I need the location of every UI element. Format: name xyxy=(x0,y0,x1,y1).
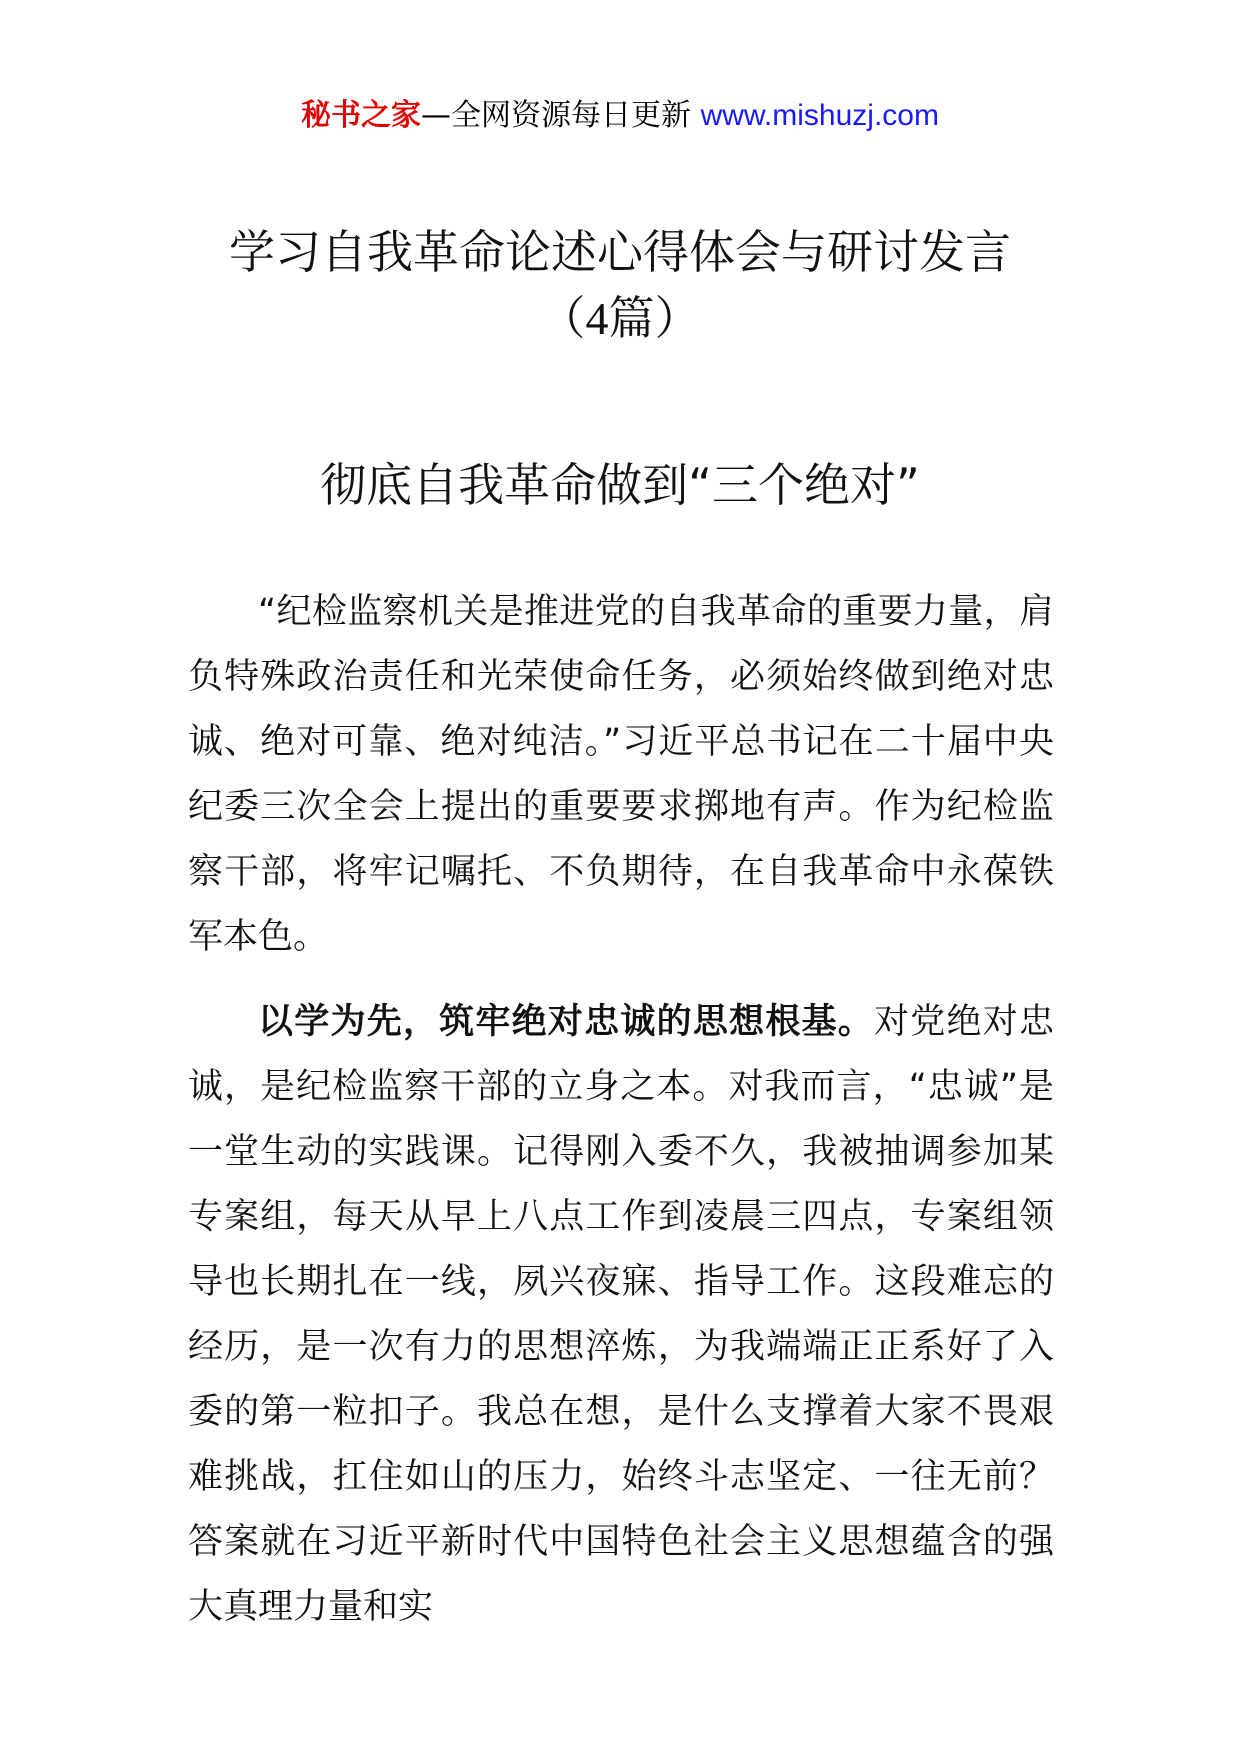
site-url-link[interactable]: www.mishuzj.com xyxy=(700,99,939,132)
paragraph-2-body: 对党绝对忠诚，是纪检监察干部的立身之本。对我而言，“忠诚”是一堂生动的实践课。记得刚入委不久，我被抽调参加某专案组，每天从早上八点工作到凌晨三四点，专案组领导也长期扎在一线，夙兴夜寐、指导工作。这段难忘的经历，是一次有力的思想淬炼，为我端端正正系好了入委的第一粒扣子。我总在想，是什么支撑着大家不畏艰难挑战，扛住如山的压力，始终斗志坚定、一往无前？答案就在习近平新时代中国特色社会主义思想蕴含的强大真理力量和实 xyxy=(188,1002,1054,1627)
close-paren: ） xyxy=(654,291,701,345)
site-header xyxy=(0,96,1240,136)
document-subtitle xyxy=(0,288,1240,349)
site-tagline: —全网资源每日更新 xyxy=(421,98,692,133)
article-count: 4 xyxy=(585,293,609,344)
site-brand: 秘书之家 xyxy=(301,98,422,133)
paragraph-2-lead: 以学为先，筑牢绝对忠诚的思想根基。 xyxy=(258,1002,875,1042)
article-heading: 彻底自我革命做到“三个绝对” xyxy=(320,458,920,512)
paragraph-2 xyxy=(188,990,1054,1640)
article-body-1 xyxy=(188,580,1054,970)
open-paren: （ xyxy=(539,291,586,345)
paragraph-1: “纪检监察机关是推进党的自我革命的重要力量，肩负特殊政治责任和光荣使命任务，必须始终做到绝对忠诚、绝对可靠、绝对纯洁。”习近平总书记在二十届中央纪委三次全会上提出的重要要求掷地有声。作为纪检监察干部，将牢记嘱托、不负期待，在自我革命中永葆铁军本色。 xyxy=(188,592,1054,957)
document-title: 学习自我革命论述心得体会与研讨发言 xyxy=(229,225,1011,279)
article-body-2 xyxy=(188,990,1054,1640)
article-count-unit: 篇 xyxy=(608,291,655,345)
